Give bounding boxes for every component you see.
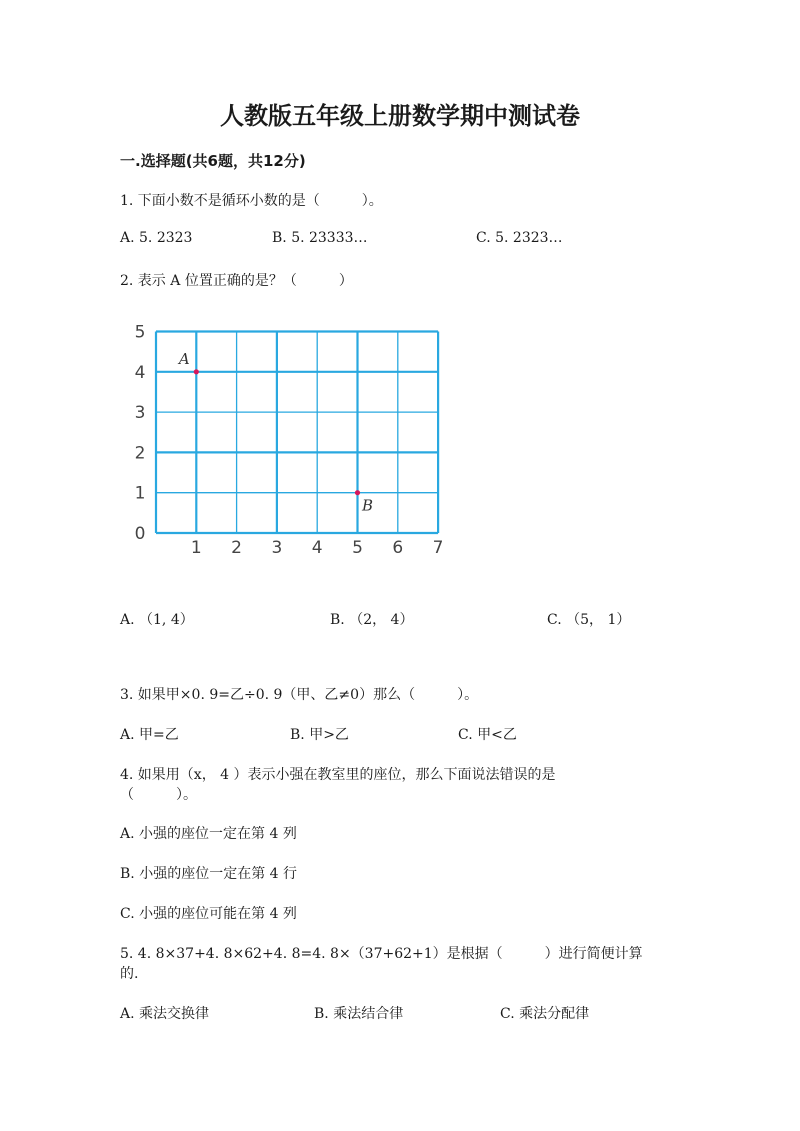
- y-tick-label: 3: [134, 403, 146, 424]
- section-heading: 一.选择题(共6题，共12分): [120, 152, 306, 170]
- question-1-stem: 1. 下面小数不是循环小数的是（ ）。: [120, 193, 383, 209]
- question-1-option-b: B. 5. 23333…: [272, 230, 368, 246]
- y-tick-label: 5: [134, 322, 146, 343]
- question-5-option-b: B. 乘法结合律: [314, 1006, 404, 1022]
- question-2-stem: 2. 表示 A 位置正确的是？（ ）: [120, 273, 353, 289]
- question-3-option-a: A. 甲=乙: [120, 727, 179, 743]
- question-3-option-b: B. 甲>乙: [290, 727, 349, 743]
- grid-lines: [156, 332, 438, 534]
- y-tick-label: 1: [134, 483, 146, 504]
- question-4-option-b: B. 小强的座位一定在第 4 行: [120, 866, 297, 882]
- question-5-stem-line2: 的.: [120, 966, 139, 982]
- x-tick-label: 7: [432, 538, 444, 558]
- question-1-option-c: C. 5. 2323…: [476, 230, 563, 246]
- point-b-marker: [355, 490, 360, 495]
- question-3-stem: 3. 如果甲×0. 9=乙÷0. 9（甲、乙≠0）那么（ ）。: [120, 687, 479, 703]
- question-5-option-a: A. 乘法交换律: [120, 1006, 210, 1022]
- question-2-option-c: C. （5， 1）: [547, 612, 631, 628]
- x-tick-label: 5: [352, 538, 363, 558]
- question-2-option-b: B. （2， 4）: [330, 612, 414, 628]
- page-title: 人教版五年级上册数学期中测试卷: [220, 102, 580, 130]
- point-a-label: A: [178, 349, 190, 368]
- point-b-label: B: [361, 496, 374, 515]
- question-5-stem-line1: 5. 4. 8×37+4. 8×62+4. 8=4. 8×（37+62+1）是根据（ ）进行简便计算: [120, 946, 643, 962]
- x-tick-label: 1: [190, 538, 202, 558]
- coordinate-grid-figure: [118, 318, 448, 563]
- grid-points: [177, 350, 373, 515]
- y-tick-label: 2: [134, 443, 146, 464]
- question-4-option-a: A. 小强的座位一定在第 4 列: [120, 826, 297, 842]
- y-tick-label: 0: [134, 524, 146, 544]
- x-axis-ticks: [191, 538, 444, 558]
- question-4-option-c: C. 小强的座位可能在第 4 列: [120, 906, 297, 922]
- question-5-option-c: C. 乘法分配律: [500, 1006, 590, 1022]
- x-tick-label: 3: [271, 538, 283, 558]
- y-tick-label: 4: [134, 362, 146, 383]
- question-3-option-c: C. 甲<乙: [458, 727, 517, 743]
- question-1-option-a: A. 5. 2323: [120, 230, 193, 246]
- point-a-marker: [194, 369, 199, 374]
- y-axis-ticks: [135, 323, 146, 545]
- question-4-stem-line1: 4. 如果用（x， 4 ）表示小强在教室里的座位，那么下面说法错误的是: [120, 767, 556, 783]
- x-tick-label: 6: [392, 538, 404, 558]
- question-2-option-a: A. （1, 4）: [120, 612, 194, 628]
- x-tick-label: 2: [231, 538, 243, 558]
- question-4-stem-line2: （ ）。: [120, 787, 197, 803]
- x-tick-label: 4: [311, 538, 323, 558]
